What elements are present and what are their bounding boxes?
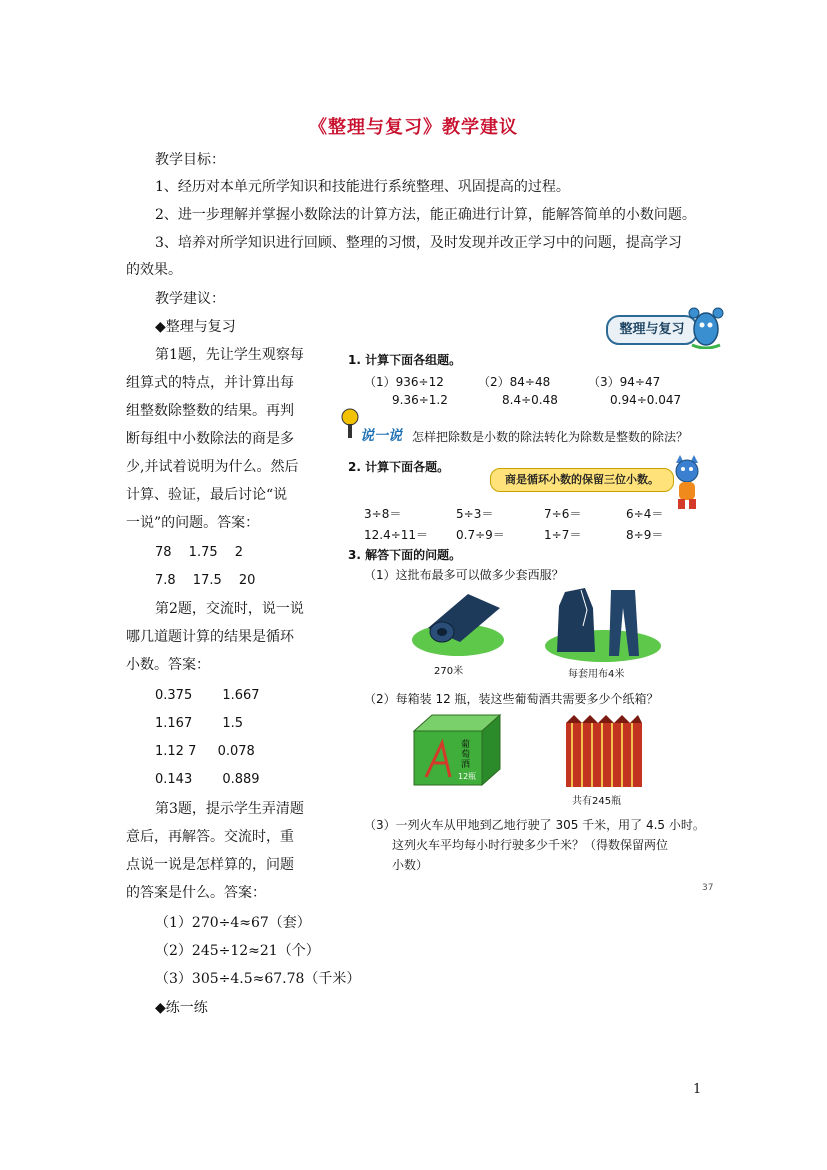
bottles-label: 共有245瓶 — [572, 796, 622, 807]
suit-icon — [543, 586, 663, 664]
left-line: 一说”的问题。答案： — [126, 515, 260, 531]
page-number: 1 — [693, 1082, 702, 1097]
q2-item: 0.7÷9＝ — [456, 528, 505, 542]
left-line: 组整数除整数的结果。再判 — [126, 403, 294, 419]
q1-item: （2）84÷48 — [478, 375, 551, 389]
goal-3: 3、培养对所学知识进行回顾、整理的习惯，及时发现并改正学习中的问题，提高学习 — [155, 235, 682, 251]
left-line: 的答案是什么。答案： — [126, 885, 266, 901]
figure-page-number: 37 — [702, 883, 714, 893]
section-review-heading: ◆整理与复习 — [155, 319, 236, 335]
wine-bottles-icon — [564, 713, 644, 789]
answer-3-3: （3）305÷4.5≈67.78（千米） — [155, 971, 361, 987]
left-line: 少,并试着说明为什么。然后 — [126, 459, 299, 475]
q1-item: （1）936÷12 — [364, 375, 444, 389]
q1-item: 0.94÷0.047 — [610, 393, 682, 407]
goals-heading: 教学目标： — [155, 152, 225, 168]
mouse-mascot-icon — [688, 305, 724, 349]
wine-box-icon — [412, 713, 502, 787]
page-title: 《整理与复习》教学建议 — [309, 117, 518, 138]
cloth-roll-icon — [408, 588, 508, 660]
q3-3-question: （3）一列火车从甲地到乙地行驶了 305 千米，用了 4.5 小时。 — [364, 818, 705, 832]
say-question: 怎样把除数是小数的除法转化为除数是整数的除法？ — [412, 430, 689, 444]
left-line: 点说一说是怎样算的，问题 — [126, 857, 294, 873]
left-line: 哪几道题计算的结果是循环 — [126, 629, 294, 645]
answer-line: 7.8 17.5 20 — [155, 573, 256, 588]
q1-item: 9.36÷1.2 — [392, 393, 448, 407]
q2-title: 2. 计算下面各题。 — [348, 460, 450, 474]
q2-item: 7÷6＝ — [544, 507, 582, 521]
q3-2-question: （2）每箱装 12 瓶，装这些葡萄酒共需要多少个纸箱？ — [364, 692, 659, 706]
box-char: 葡 — [461, 740, 471, 750]
goal-3-cont: 的效果。 — [126, 262, 182, 278]
textbook-figure — [338, 303, 728, 893]
section-practice-heading: ◆练一练 — [155, 1000, 208, 1016]
left-line: 第1题，先让学生观察每 — [155, 347, 304, 363]
box-sub: 12瓶 — [458, 772, 477, 781]
cloth-label: 270米 — [434, 666, 464, 677]
answer-line: 1.12 7 0.078 — [155, 744, 255, 759]
review-badge: 整理与复习 — [606, 315, 698, 345]
left-line: 第2题，交流时，说一说 — [155, 601, 304, 617]
suit-label: 每套用布4米 — [568, 669, 625, 680]
answer-3-2: （2）245÷12≈21（个） — [155, 943, 320, 959]
q2-item: 12.4÷11＝ — [364, 528, 429, 542]
answer-3-1: （1）270÷4≈67（套） — [155, 915, 311, 931]
q2-item: 8÷9＝ — [626, 528, 664, 542]
box-char: 酒 — [461, 760, 471, 770]
goal-1: 1、经历对本单元所学知识和技能进行系统整理、巩固提高的过程。 — [155, 179, 570, 195]
q3-title: 3. 解答下面的问题。 — [348, 548, 462, 562]
say-label: 说一说 — [360, 428, 402, 444]
box-char: 萄 — [461, 750, 471, 760]
answer-line: 78 1.75 2 — [155, 545, 244, 560]
left-line: 计算、验证，最后讨论“说 — [126, 487, 288, 503]
advice-heading: 教学建议： — [155, 291, 225, 307]
q3-3-question-cont: 这列火车平均每小时行驶多少千米？（得数保留两位 — [392, 838, 669, 852]
q2-item: 5÷3＝ — [456, 507, 494, 521]
goal-2: 2、进一步理解并掌握小数除法的计算方法，能正确进行计算，能解答简单的小数问题。 — [155, 207, 696, 223]
microphone-icon — [338, 407, 362, 441]
q2-item: 3÷8＝ — [364, 507, 402, 521]
left-line: 第3题，提示学生弄清题 — [155, 801, 304, 817]
answer-line: 0.143 0.889 — [155, 772, 260, 787]
q2-item: 1÷7＝ — [544, 528, 582, 542]
left-line: 断每组中小数除法的商是多 — [126, 431, 294, 447]
answer-line: 1.167 1.5 — [155, 716, 244, 731]
q1-item: （3）94÷47 — [588, 375, 661, 389]
hint-bubble: 商是循环小数的保留三位小数。 — [490, 468, 674, 492]
q2-item: 6÷4＝ — [626, 507, 664, 521]
answer-line: 0.375 1.667 — [155, 688, 260, 703]
q3-3-question-end: 小数） — [392, 858, 429, 872]
cat-mascot-icon — [670, 453, 704, 513]
left-line: 小数。答案： — [126, 657, 210, 673]
left-line: 组算式的特点，并计算出每 — [126, 375, 294, 391]
q1-item: 8.4÷0.48 — [502, 393, 558, 407]
q3-1-question: （1）这批布最多可以做多少套西服？ — [364, 568, 564, 582]
q1-title: 1. 计算下面各组题。 — [348, 353, 462, 367]
left-line: 意后，再解答。交流时，重 — [126, 829, 294, 845]
